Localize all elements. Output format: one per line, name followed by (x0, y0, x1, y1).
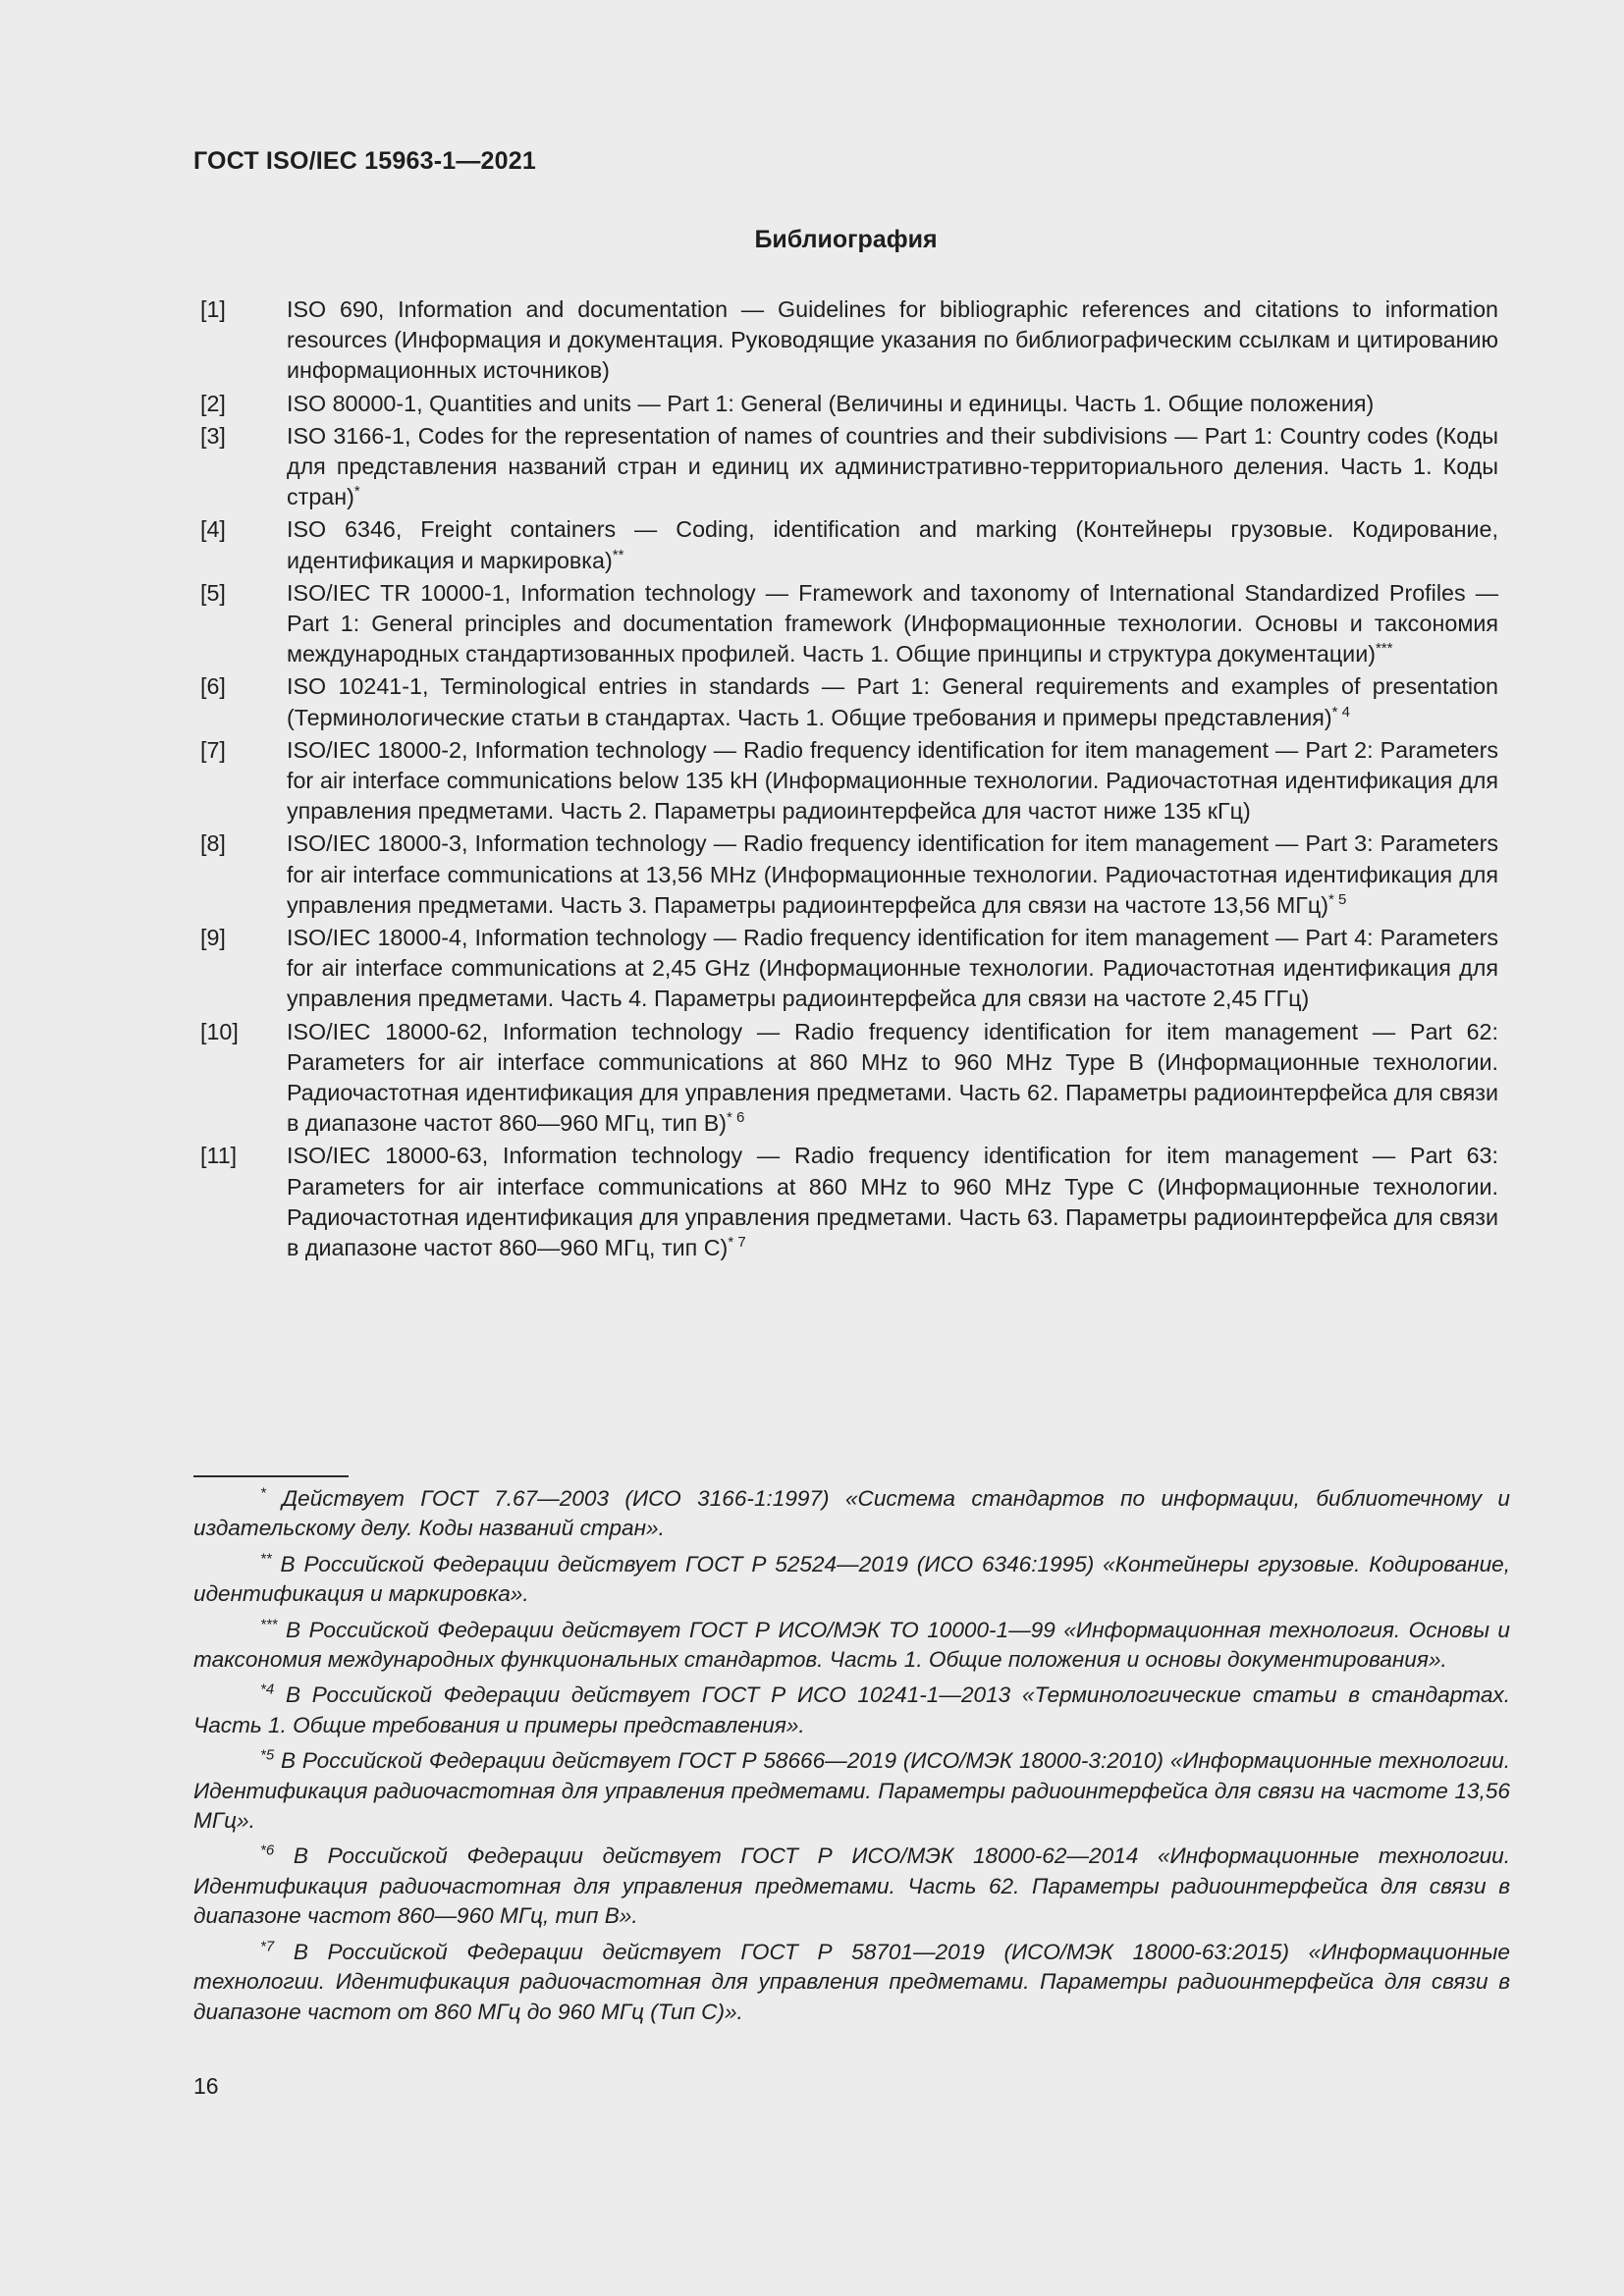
reference-text-container (287, 578, 1498, 670)
reference-text-container (287, 923, 1498, 1015)
reference-item (193, 923, 1498, 1015)
reference-item (193, 389, 1498, 419)
footnote (193, 1842, 1510, 1931)
footnote (193, 1616, 1510, 1676)
reference-text: ISO 690, Information and documentation — Guidelines for bibliographic references and citations to information resources (Информация и документация. Руководящие указания по библиографическим ссылкам и цитированию информационных источников) (287, 296, 1498, 384)
reference-text-container (287, 1017, 1498, 1140)
reference-item (193, 828, 1498, 921)
reference-number: [11] (200, 1143, 238, 1169)
footnote (193, 1681, 1510, 1740)
reference-text: ISO/IEC 18000-2, Information technology — Radio frequency identification for item management — Part 2: Parameters for air interface communications below 135 kH (Информационные технологии. Радиочастотная идентификация для управления предметами. Часть 2. Параметры радиоинтерфейса для частот ниже 135 кГц) (287, 736, 1498, 825)
footnote-text: В Российской Федерации действует ГОСТ Р 52524—2019 (ИСО 6346:1995) «Контейнеры грузовые. Кодирование, идентификация и маркировка». (193, 1551, 1510, 1607)
reference-text-container (287, 828, 1498, 921)
footnote-text: В Российской Федерации действует ГОСТ Р ИСО 10241-1—2013 «Терминологические статьи в стандартах. Часть 1. Общие требования и примеры представления». (193, 1682, 1511, 1737)
reference-item (193, 1141, 1498, 1263)
footnote-mark: *7 (260, 1938, 275, 1955)
footnote-marker: * 5 (1328, 891, 1347, 909)
footnote-separator (193, 1475, 349, 1477)
footnote-mark: ** (260, 1550, 272, 1568)
reference-number: [9] (200, 925, 226, 951)
reference-text-container (287, 421, 1498, 513)
page-number: 16 (193, 2073, 219, 2099)
footnote (193, 1550, 1510, 1610)
footnote (193, 1484, 1510, 1544)
reference-number: [3] (200, 422, 226, 449)
reference-item (193, 514, 1498, 575)
footnote-mark: * (260, 1484, 266, 1502)
footnote-mark: *6 (260, 1842, 275, 1859)
footnotes (193, 1484, 1510, 2033)
reference-number: [8] (200, 830, 226, 857)
footnote-marker: * (353, 483, 360, 501)
reference-text: ISO/IEC TR 10000-1, Information technology — Framework and taxonomy of International Standardized Profiles — Part 1: General principles and documentation framework (Информационные технологии. Основы и таксономия международных стандартизованных профилей. Часть 1. Общие принципы и структура документации) (287, 579, 1498, 667)
reference-number: [2] (200, 390, 226, 416)
reference-text-container (287, 671, 1498, 732)
footnote-text: Действует ГОСТ 7.67—2003 (ИСО 3166-1:1997) «Система стандартов по информации, библиотечному и издательскому делу. Коды названий стран». (193, 1486, 1511, 1541)
bibliography-list (193, 294, 1498, 1265)
footnote-marker: * 4 (1331, 703, 1351, 721)
footnote (193, 1746, 1510, 1836)
footnote (193, 1938, 1510, 2027)
section-title: Библиография (754, 226, 938, 253)
reference-number: [1] (200, 296, 226, 322)
reference-text: ISO/IEC 18000-4, Information technology — Radio frequency identification for item management — Part 4: Parameters for air interface communications at 2,45 GHz (Информационные технологии. Радиочастотная идентификация для управления предметами. Часть 4. Параметры радиоинтерфейса для связи на частоте 2,45 ГГц) (287, 925, 1498, 1012)
reference-text-container (287, 735, 1498, 828)
reference-item (193, 421, 1498, 513)
footnote-text: В Российской Федерации действует ГОСТ Р 58666—2019 (ИСО/МЭК 18000-3:2010) «Информационные технологии. Идентификация радиочастотная для управления предметами. Параметры радиоинтерфейса для связи на частоте 13,56 МГц». (193, 1748, 1510, 1834)
reference-number: [7] (200, 736, 226, 763)
reference-text-container (287, 389, 1498, 419)
footnote-text: В Российской Федерации действует ГОСТ Р ИСО/МЭК 18000-62—2014 «Информационные технологии. Идентификация радиочастотная для управления предметами. Часть 62. Параметры радиоинтерфейса для связи в диапазоне частот 860—960 МГц, тип B». (193, 1843, 1510, 1929)
reference-number: [4] (200, 516, 226, 543)
reference-text-container (287, 294, 1498, 387)
footnote-marker: ** (612, 546, 624, 563)
footnote-marker: * 6 (727, 1109, 745, 1127)
footnote-mark: *** (260, 1616, 278, 1633)
reference-text: ISO 10241-1, Terminological entries in standards — Part 1: General requirements and examples of presentation (Терминологические статьи в стандартах. Часть 1. Общие требования и примеры представления) (287, 673, 1498, 730)
reference-text: ISO 6346, Freight containers — Coding, identification and marking (Контейнеры грузовые. Кодирование, идентификация и маркировка) (287, 516, 1498, 573)
document-header: ГОСТ ISO/IEC 15963-1—2021 (193, 147, 536, 175)
reference-item (193, 578, 1498, 670)
reference-number: [10] (200, 1018, 239, 1044)
footnote-text: В Российской Федерации действует ГОСТ Р ИСО/МЭК ТО 10000-1—99 «Информационная технология. Основы и таксономия международных функциональных стандартов. Часть 1. Общие положения и основы документирования». (193, 1617, 1510, 1673)
reference-item (193, 294, 1498, 387)
reference-item (193, 1017, 1498, 1140)
footnote-marker: * 7 (728, 1234, 746, 1252)
reference-number: [6] (200, 673, 226, 700)
reference-text: ISO 80000-1, Quantities and units — Part 1: General (Величины и единицы. Часть 1. Общие положения) (287, 390, 1375, 416)
reference-item (193, 735, 1498, 828)
reference-number: [5] (200, 579, 226, 606)
footnote-text: В Российской Федерации действует ГОСТ Р 58701—2019 (ИСО/МЭК 18000-63:2015) «Информационные технологии. Идентификация радиочастотная для управления предметами. Параметры радиоинтерфейса для связи в диапазоне частот от 860 МГц до 960 МГц (Тип C)». (193, 1939, 1510, 2024)
reference-text: ISO 3166-1, Codes for the representation of names of countries and their subdivisions — Part 1: Country codes (Коды для представления названий стран и единиц их административно-территориального деления. Часть 1. Коды стран) (287, 422, 1498, 510)
reference-text: ISO/IEC 18000-3, Information technology — Radio frequency identification for item management — Part 3: Parameters for air interface communications at 13,56 MHz (Информационные технологии. Радиочастотная идентификация для управления предметами. Часть 3. Параметры радиоинтерфейса для связи на частоте 13,56 МГц) (287, 830, 1498, 918)
reference-text-container (287, 514, 1498, 575)
footnote-marker: *** (1375, 640, 1393, 658)
footnote-mark: *5 (260, 1746, 275, 1764)
reference-text-container (287, 1141, 1498, 1263)
footnote-mark: *4 (260, 1681, 275, 1698)
reference-text: ISO/IEC 18000-63, Information technology — Radio frequency identification for item management — Part 63: Parameters for air interface communications at 860 MHz to 960 MHz Type C (Информационные технологии. Радиочастотная идентификация для управления предметами. Часть 63. Параметры радиоинтерфейса для связи в диапазоне частот 860—960 МГц, тип C) (287, 1143, 1498, 1261)
reference-item (193, 671, 1498, 732)
reference-text: ISO/IEC 18000-62, Information technology — Radio frequency identification for item management — Part 62: Parameters for air interface communications at 860 MHz to 960 MHz Type B (Информационные технологии. Радиочастотная идентификация для управления предметами. Часть 62. Параметры радиоинтерфейса для связи в диапазоне частот 860—960 МГц, тип B) (287, 1018, 1498, 1137)
